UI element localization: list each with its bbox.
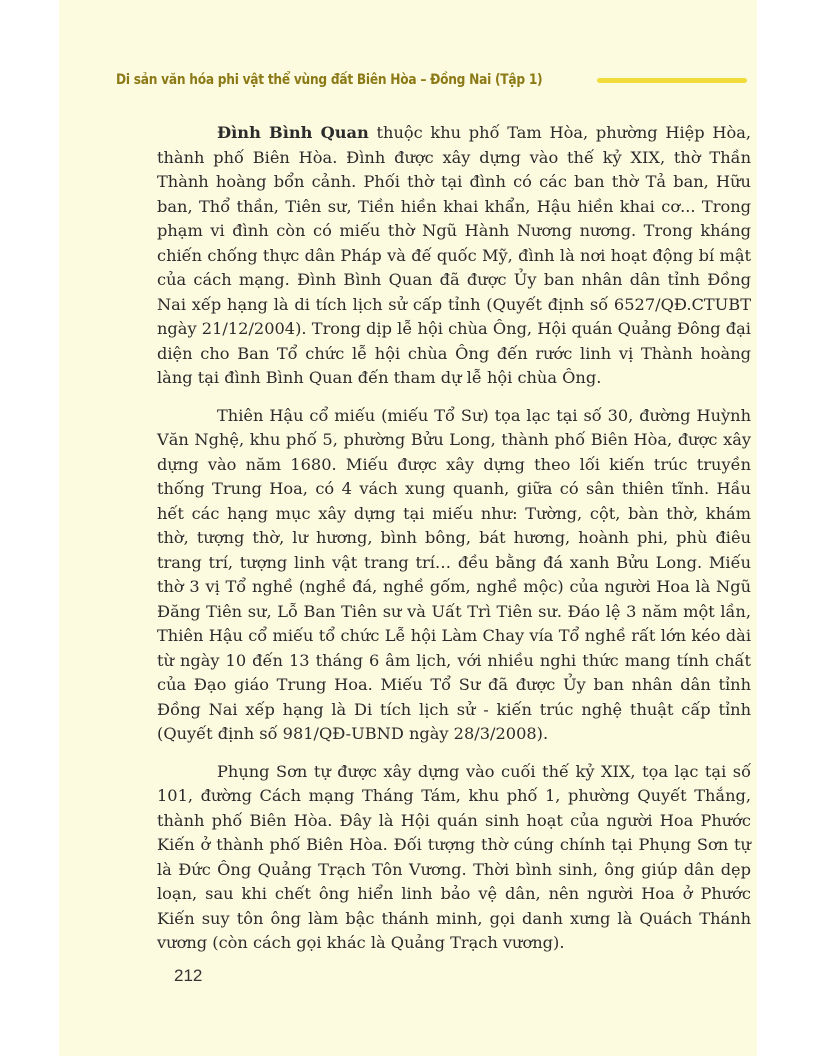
page-number: 212 <box>174 966 203 985</box>
book-page <box>59 0 757 1056</box>
header-decorative-rule <box>597 78 747 83</box>
paragraph-text: Phụng Sơn tự được xây dựng vào cuối thế kỷ XIX, tọa lạc tại số 101, đường Cách mạng Tháng Tám, khu phố 1, phường Quyết Thắng, thành phố Biên Hòa. Đây là Hội quán sinh hoạt của người Hoa Phước Kiến ở thành phố Biên Hòa. Đối tượng thờ cúng chính tại Phụng Sơn tự là Đức Ông Quảng Trạch Tôn Vương. Thời bình sinh, ông giúp dân dẹp loạn, sau khi chết ông hiển linh bảo vệ dân, nên người Hoa ở Phước Kiến suy tôn ông làm bậc thánh minh, gọi danh xưng là Quách Thánh vương (còn cách gọi khác là Quảng Trạch vương). <box>157 761 751 952</box>
paragraph-dinh-binh-quan <box>157 121 751 391</box>
running-header-title: Di sản văn hóa phi vật thể vùng đất Biên Hòa – Đồng Nai (Tập 1) <box>116 72 543 88</box>
running-header <box>116 66 716 94</box>
paragraph-lead-term: Đình Bình Quan <box>217 123 369 142</box>
body-text <box>157 121 751 969</box>
paragraph-text: Thiên Hậu cổ miếu (miếu Tổ Sư) tọa lạc tại số 30, đường Huỳnh Văn Nghệ, khu phố 5, phường Bửu Long, thành phố Biên Hòa, được xây dựng vào năm 1680. Miếu được xây dựng theo lối kiến trúc truyền thống Trung Hoa, có 4 vách xung quanh, giữa có sân thiên tĩnh. Hầu hết các hạng mục xây dựng tại miếu như: Tường, cột, bàn thờ, khám thờ, tượng thờ, lư hương, bình bông, bát hương, hoành phi, phù điêu trang trí, tượng linh vật trang trí… đều bằng đá xanh Bửu Long. Miếu thờ 3 vị Tổ nghề (nghề đá, nghề gốm, nghề mộc) của người Hoa là Ngũ Đăng Tiên sư, Lỗ Ban Tiên sư và Uất Trì Tiên sư. Đáo lệ 3 năm một lần, Thiên Hậu cổ miếu tổ chức Lễ hội Làm Chay vía Tổ nghề rất lớn kéo dài từ ngày 10 đến 13 tháng 6 âm lịch, với nhiều nghi thức mang tính chất của Đạo giáo Trung Hoa. Miếu Tổ Sư đã được Ủy ban nhân dân tỉnh Đồng Nai xếp hạng là Di tích lịch sử - kiến trúc nghệ thuật cấp tỉnh (Quyết định số 981/QĐ-UBND ngày 28/3/2008). <box>157 405 751 743</box>
paragraph-text: thuộc khu phố Tam Hòa, phường Hiệp Hòa, thành phố Biên Hòa. Đình được xây dựng vào thế kỷ XIX, thờ Thần Thành hoàng bổn cảnh. Phối thờ tại đình có các ban thờ Tả ban, Hữu ban, Thổ thần, Tiên sư, Tiền hiền khai khẩn, Hậu hiền khai cơ... Trong phạm vi đình còn có miếu thờ Ngũ Hành Nương nương. Trong kháng chiến chống thực dân Pháp và đế quốc Mỹ, đình là nơi hoạt động bí mật của cách mạng. Đình Bình Quan đã được Ủy ban nhân dân tỉnh Đồng Nai xếp hạng là di tích lịch sử cấp tỉnh (Quyết định số 6527/QĐ.CTUBT ngày 21/12/2004). Trong dịp lễ hội chùa Ông, Hội quán Quảng Đông đại diện cho Ban Tổ chức lễ hội chùa Ông đến rước linh vị Thành hoàng làng tại đình Bình Quan đến tham dự lễ hội chùa Ông. <box>157 123 751 387</box>
paragraph-thien-hau-co-mieu <box>157 404 751 747</box>
paragraph-phung-son-tu <box>157 760 751 956</box>
